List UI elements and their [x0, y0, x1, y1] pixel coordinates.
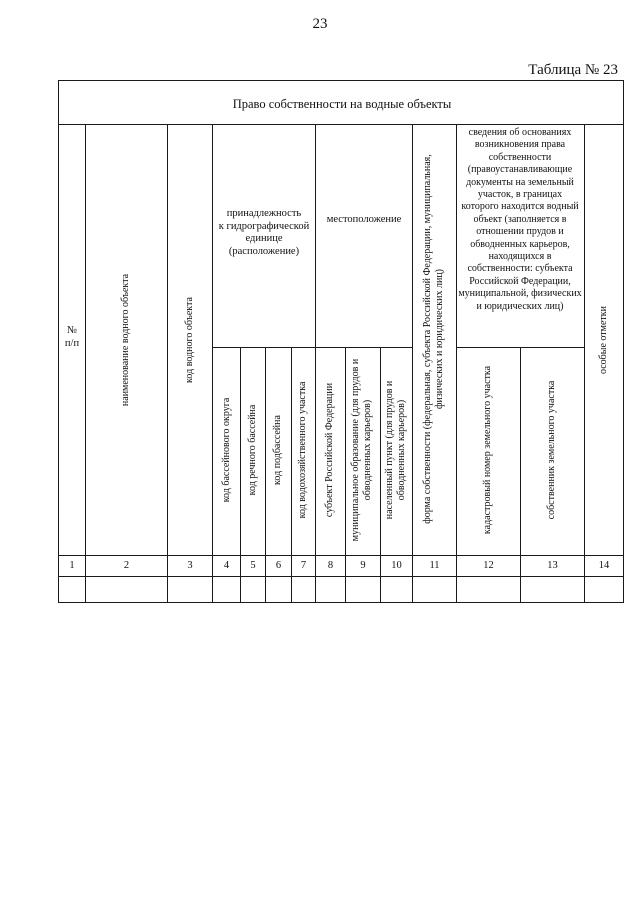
table-border-top [58, 80, 624, 81]
table-title: Право собственности на водные объекты [232, 97, 452, 111]
col-line-13 [584, 124, 585, 603]
table-caption: Таблица № 23 [528, 62, 618, 78]
col-line-11 [456, 124, 457, 603]
column-number: 6 [275, 560, 282, 571]
column-number: 7 [300, 560, 307, 571]
header-water-body-name: наименование водного объекта [120, 273, 131, 407]
col-line-7 [315, 124, 316, 603]
numbers-row-bottom [58, 576, 624, 577]
table-border-right [623, 80, 624, 603]
title-row-divider [58, 124, 624, 125]
page-number: 23 [312, 16, 328, 32]
group-divider-hydro [212, 347, 412, 348]
header-land-owner: собственник земельного участка [546, 380, 557, 520]
header-subbasin-code: код подбассейна [272, 415, 283, 485]
column-number: 8 [327, 560, 334, 571]
header-row-number: № п/п [64, 325, 80, 349]
column-number: 2 [123, 560, 130, 571]
header-basin-district-code: код бассейнового округа [221, 397, 232, 503]
header-ownership-form: форма собственности (федеральная, субъекта Российской Федерации, муниципальная, физических и юридических лиц) [422, 154, 445, 524]
table-border-bottom [58, 602, 624, 603]
header-group-location: местоположение [326, 214, 402, 225]
column-number: 5 [250, 560, 256, 571]
header-municipality: муниципальное образование (для прудов и обводненных карьеров) [350, 358, 373, 542]
column-number: 4 [223, 560, 230, 571]
column-number: 10 [391, 560, 402, 571]
header-federation-subject: субъект Российской Федерации [324, 382, 335, 518]
column-number: 13 [547, 560, 558, 571]
col-line-1 [85, 124, 86, 603]
column-number: 3 [187, 560, 193, 571]
header-river-basin-code: код речного бассейна [247, 404, 258, 496]
header-special-notes: особые отметки [598, 305, 609, 375]
column-number: 12 [483, 560, 494, 571]
column-number: 1 [69, 560, 75, 571]
column-number: 11 [429, 560, 440, 571]
col-line-2 [167, 124, 168, 603]
header-group-hydrographic-unit: принадлежность к гидрографической единице (расположение) [218, 208, 310, 257]
col-line-10 [412, 124, 413, 603]
header-group-ownership-basis: сведения об основаниях возникновения права собственности (правоустанавливающие документы на земельный участок, в границах которого находится водный объект (заполняется в отношении прудов и обводненных карьеров, находящихся в собственности: субъекта Российской Федерации, муниципальной, физических и юридических лиц) [458, 127, 582, 312]
header-water-body-code: код водного объекта [184, 297, 195, 383]
column-number: 14 [598, 560, 610, 571]
col-line-3 [212, 124, 213, 603]
header-cadastral-number: кадастровый номер земельного участка [482, 365, 493, 535]
header-water-management-section-code: код водохозяйственного участка [297, 381, 308, 519]
column-number: 9 [360, 560, 366, 571]
header-settlement: населенный пункт (для прудов и обводненных карьеров) [384, 380, 407, 520]
